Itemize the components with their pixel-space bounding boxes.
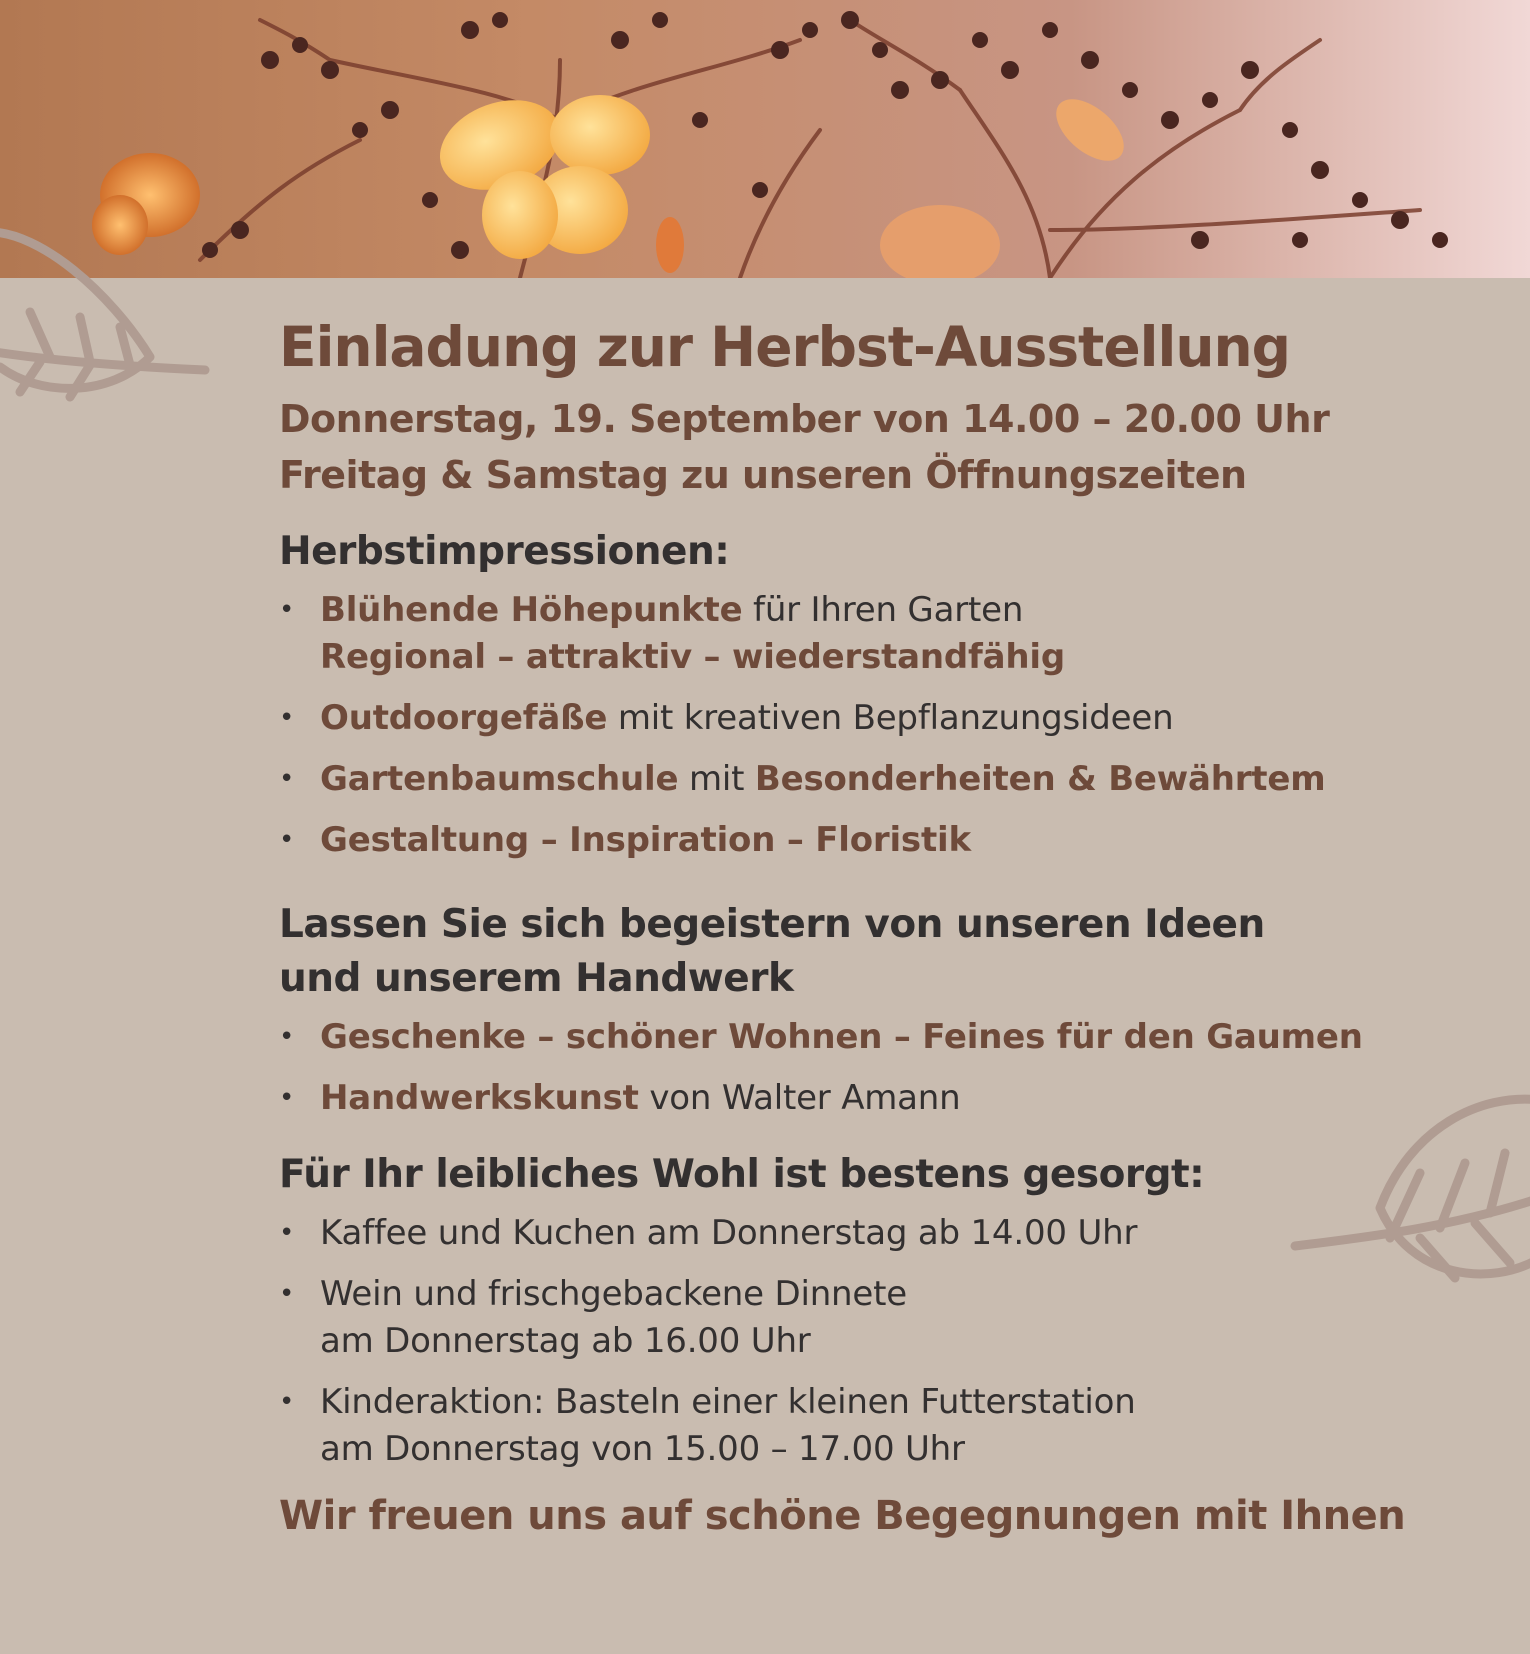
section-heading-wohl: Für Ihr leibliches Wohl ist bestens gesorgt:: [279, 1152, 1205, 1198]
page-title: Einladung zur Herbst-Ausstellung: [279, 315, 1291, 379]
bullet-icon: •: [279, 1387, 295, 1418]
bullet-icon: •: [279, 764, 295, 795]
list-item: [279, 1210, 1409, 1257]
heading-line: Lassen Sie sich begeistern von unseren Ideen: [279, 902, 1265, 948]
bullet-icon: •: [279, 595, 295, 626]
item-highlight: Blühende Höhepunkte: [320, 590, 743, 631]
item-text: am Donnerstag ab 16.00 Uhr: [320, 1321, 811, 1362]
date-line-2: Freitag & Samstag zu unseren Öffnungszeiten: [279, 453, 1247, 498]
list-item: [279, 1379, 1409, 1473]
closing-line: Wir freuen uns auf schöne Begegnungen mit Ihnen: [279, 1493, 1406, 1540]
bullet-icon: •: [279, 1083, 295, 1114]
handwerk-list: [279, 1014, 1409, 1122]
list-item: [279, 817, 1409, 864]
item-text: von Walter Amann: [638, 1078, 961, 1119]
item-highlight: Regional – attraktiv – wiederstandfähig: [320, 637, 1065, 678]
date-line-1: Donnerstag, 19. September von 14.00 – 20.00 Uhr: [279, 397, 1330, 442]
bullet-icon: •: [279, 1218, 295, 1249]
item-text: am Donnerstag von 15.00 – 17.00 Uhr: [320, 1429, 965, 1470]
bullet-icon: •: [279, 703, 295, 734]
wohl-list: [279, 1210, 1409, 1473]
item-text: Kaffee und Kuchen am Donnerstag ab 14.00 Uhr: [320, 1213, 1138, 1254]
item-text: mit kreativen Bepflanzungsideen: [607, 698, 1174, 739]
bullet-icon: •: [279, 1279, 295, 1310]
list-item: [279, 1014, 1409, 1061]
item-highlight: Outdoorgefäße: [320, 698, 608, 739]
section-heading-herbstimpressionen: Herbstimpressionen:: [279, 529, 730, 575]
list-item: [279, 695, 1409, 742]
item-highlight: Handwerkskunst: [320, 1078, 639, 1119]
autumn-hydrangea-photo: [0, 0, 1530, 278]
section-heading-ideen: [279, 898, 1409, 1006]
item-highlight: Gestaltung – Inspiration – Floristik: [320, 820, 971, 861]
list-item: [279, 756, 1409, 803]
item-text: Kinderaktion: Basteln einer kleinen Futterstation: [320, 1382, 1136, 1423]
item-text: Wein und frischgebackene Dinnete: [320, 1274, 907, 1315]
list-item: [279, 587, 1409, 681]
herbstimpressionen-list: [279, 587, 1409, 864]
leaf-outline-icon: [0, 222, 215, 422]
bullet-icon: •: [279, 825, 295, 856]
item-text: für Ihren Garten: [742, 590, 1024, 631]
item-text: mit: [678, 759, 755, 800]
item-highlight: Gartenbaumschule: [320, 759, 679, 800]
item-highlight: Geschenke – schöner Wohnen – Feines für den Gaumen: [320, 1017, 1363, 1058]
list-item: [279, 1271, 1409, 1365]
item-highlight: Besonderheiten & Bewährtem: [754, 759, 1326, 800]
heading-line: und unserem Handwerk: [279, 956, 794, 1002]
invitation-content: [279, 315, 1409, 1543]
bullet-icon: •: [279, 1022, 295, 1053]
list-item: [279, 1075, 1409, 1122]
